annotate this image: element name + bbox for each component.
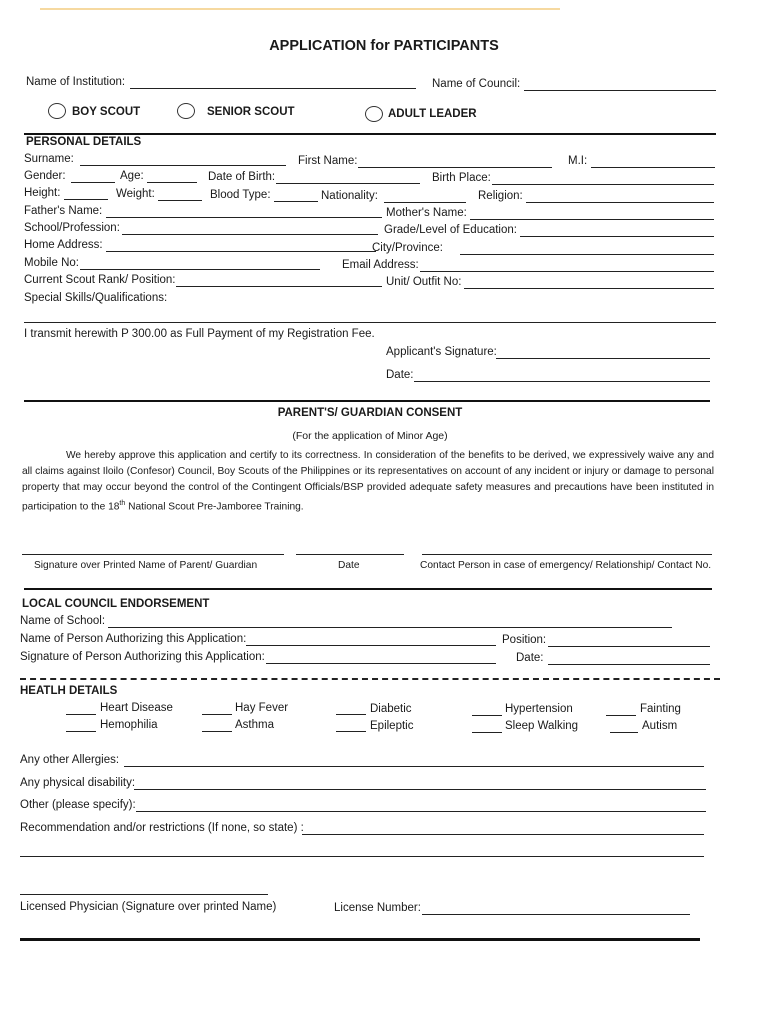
- birth-place-label: Birth Place:: [432, 172, 491, 184]
- hay-fever-label: Hay Fever: [235, 702, 289, 714]
- fainting-label: Fainting: [640, 703, 681, 715]
- email-field[interactable]: [420, 271, 714, 272]
- other-label: Other (please specify):: [20, 799, 136, 811]
- first-name-label: First Name:: [298, 155, 358, 167]
- endorsement-heading: LOCAL COUNCIL ENDORSEMENT: [22, 598, 210, 610]
- home-address-label: Home Address:: [24, 239, 103, 251]
- home-address-field[interactable]: [106, 251, 376, 252]
- nationality-field[interactable]: [384, 202, 466, 203]
- recommendation-label: Recommendation and/or restrictions (If none, so state) :: [20, 822, 304, 834]
- religion-label: Religion:: [478, 190, 523, 202]
- top-edge-line: [40, 8, 560, 10]
- bottom-divider: [20, 938, 700, 941]
- surname-label: Surname:: [24, 153, 74, 165]
- father-label: Father's Name:: [24, 205, 103, 217]
- grade-field[interactable]: [520, 236, 714, 237]
- physician-label: Licensed Physician (Signature over printed Name): [20, 901, 277, 913]
- personal-details-heading: PERSONAL DETAILS: [26, 136, 142, 148]
- asthma-blank[interactable]: [202, 731, 232, 732]
- asthma-label: Asthma: [235, 719, 274, 731]
- consent-paragraph: [22, 448, 714, 515]
- mi-label: M.I:: [568, 155, 588, 167]
- city-label: City/Province:: [372, 242, 443, 254]
- applicant-date-field[interactable]: [414, 381, 710, 382]
- position-label: Position:: [502, 634, 547, 646]
- epileptic-label: Epileptic: [370, 720, 414, 732]
- senior-scout-label: SENIOR SCOUT: [207, 106, 295, 118]
- blood-type-field[interactable]: [274, 201, 318, 202]
- recommendation-field-continued[interactable]: [20, 856, 704, 857]
- height-label: Height:: [24, 187, 61, 199]
- diabetic-label: Diabetic: [370, 703, 412, 715]
- weight-label: Weight:: [116, 188, 155, 200]
- disability-label: Any physical disability:: [20, 777, 136, 789]
- health-heading: HEATLH DETAILS: [20, 685, 118, 697]
- emergency-contact-field[interactable]: [422, 554, 712, 555]
- allergies-field[interactable]: [124, 766, 704, 767]
- gender-label: Gender:: [24, 170, 66, 182]
- mobile-label: Mobile No:: [24, 257, 79, 269]
- applicant-signature-label: Applicant's Signature:: [386, 346, 497, 358]
- senior-scout-radio[interactable]: [177, 103, 195, 119]
- skills-field[interactable]: [24, 322, 716, 323]
- school-label: School/Profession:: [24, 222, 120, 234]
- authorizer-signature-label: Signature of Person Authorizing this Application:: [20, 651, 265, 663]
- age-label: Age:: [120, 170, 144, 182]
- endorsement-date-field[interactable]: [548, 664, 710, 665]
- heart-disease-label: Heart Disease: [100, 702, 173, 714]
- payment-statement: I transmit herewith P 300.00 as Full Payment of my Registration Fee.: [24, 328, 375, 340]
- birth-place-field[interactable]: [492, 184, 714, 185]
- mi-field[interactable]: [591, 167, 715, 168]
- parent-signature-label: Signature over Printed Name of Parent/ Guardian: [34, 560, 258, 571]
- scout-rank-label: Current Scout Rank/ Position:: [24, 274, 176, 286]
- autism-label: Autism: [642, 720, 678, 732]
- height-field[interactable]: [64, 199, 108, 200]
- hemophilia-label: Hemophilia: [100, 719, 158, 731]
- school-name-field[interactable]: [108, 627, 672, 628]
- dashed-divider: [20, 678, 720, 680]
- boy-scout-label: BOY SCOUT: [72, 106, 141, 118]
- blood-type-label: Blood Type:: [210, 189, 271, 201]
- dob-label: Date of Birth:: [208, 171, 276, 183]
- physician-signature-field[interactable]: [20, 894, 268, 895]
- position-field[interactable]: [548, 646, 710, 647]
- city-field[interactable]: [460, 254, 714, 255]
- autism-blank[interactable]: [610, 732, 638, 733]
- ordinal-suffix: th: [119, 500, 126, 507]
- consent-body-end: National Scout Pre-Jamboree Training.: [125, 501, 304, 513]
- consent-heading: PARENT'S/ GUARDIAN CONSENT: [277, 407, 463, 419]
- license-label: License Number:: [334, 902, 421, 914]
- parent-date-field[interactable]: [296, 554, 404, 555]
- heart-disease-blank[interactable]: [66, 714, 96, 715]
- religion-field[interactable]: [526, 202, 714, 203]
- authorizer-name-label: Name of Person Authorizing this Application:: [20, 633, 247, 645]
- sleep-walking-label: Sleep Walking: [505, 720, 579, 732]
- authorizer-signature-field[interactable]: [266, 663, 496, 664]
- mother-field[interactable]: [470, 219, 714, 220]
- age-field[interactable]: [147, 182, 197, 183]
- parent-signature-field[interactable]: [22, 554, 284, 555]
- council-label: Name of Council:: [432, 78, 521, 90]
- sleep-walking-blank[interactable]: [472, 732, 502, 733]
- school-field[interactable]: [122, 234, 378, 235]
- section-divider: [24, 400, 710, 402]
- disability-field[interactable]: [134, 789, 706, 790]
- hay-fever-blank[interactable]: [202, 714, 232, 715]
- mobile-field[interactable]: [80, 269, 320, 270]
- fainting-blank[interactable]: [606, 715, 636, 716]
- diabetic-blank[interactable]: [336, 714, 366, 715]
- hypertension-blank[interactable]: [472, 715, 502, 716]
- adult-leader-radio[interactable]: [365, 106, 383, 122]
- grade-label: Grade/Level of Education:: [384, 224, 517, 236]
- father-field[interactable]: [106, 217, 382, 218]
- epileptic-blank[interactable]: [336, 731, 366, 732]
- authorizer-name-field[interactable]: [246, 645, 496, 646]
- hemophilia-blank[interactable]: [66, 731, 96, 732]
- weight-field[interactable]: [158, 200, 202, 201]
- consent-subheading: (For the application of Minor Age): [292, 430, 448, 442]
- institution-field[interactable]: [130, 88, 416, 89]
- boy-scout-radio[interactable]: [48, 103, 66, 119]
- consent-body: We hereby approve this application and certify to its correctness. In consideration of the benefits to be derived, we expressively waive any and all claims against Iloilo (Confesor) Council, Boy Scouts of the Philippines or its representatives on account of any incident or injury or damage to personal property that may occur beyond the control of the Contingent Officials/BSP provided adequate safety measures and precautions have been instituted in participation to the 18: [22, 450, 714, 513]
- dob-field[interactable]: [276, 183, 420, 184]
- applicant-date-label: Date:: [386, 369, 414, 381]
- parent-date-label: Date: [338, 560, 360, 571]
- institution-label: Name of Institution:: [26, 76, 126, 88]
- license-field[interactable]: [422, 914, 690, 915]
- mother-label: Mother's Name:: [386, 207, 467, 219]
- surname-field[interactable]: [80, 165, 286, 166]
- hypertension-label: Hypertension: [505, 703, 573, 715]
- section-divider: [24, 588, 712, 590]
- first-name-field[interactable]: [358, 167, 552, 168]
- scout-rank-field[interactable]: [176, 286, 382, 287]
- skills-label: Special Skills/Qualifications:: [24, 292, 168, 304]
- endorsement-date-label: Date:: [516, 652, 544, 664]
- section-divider: [24, 133, 716, 135]
- council-field[interactable]: [524, 90, 716, 91]
- recommendation-field[interactable]: [302, 834, 704, 835]
- allergies-label: Any other Allergies:: [20, 754, 120, 766]
- email-label: Email Address:: [342, 259, 419, 271]
- gender-field[interactable]: [71, 182, 115, 183]
- emergency-contact-label: Contact Person in case of emergency/ Relationship/ Contact No.: [420, 560, 712, 571]
- form-title: APPLICATION for PARTICIPANTS: [269, 38, 499, 54]
- other-field[interactable]: [136, 811, 706, 812]
- applicant-signature-field[interactable]: [496, 358, 710, 359]
- nationality-label: Nationality:: [321, 190, 378, 202]
- adult-leader-label: ADULT LEADER: [388, 108, 477, 120]
- unit-label: Unit/ Outfit No:: [386, 276, 462, 288]
- unit-field[interactable]: [464, 288, 714, 289]
- school-name-label: Name of School:: [20, 615, 106, 627]
